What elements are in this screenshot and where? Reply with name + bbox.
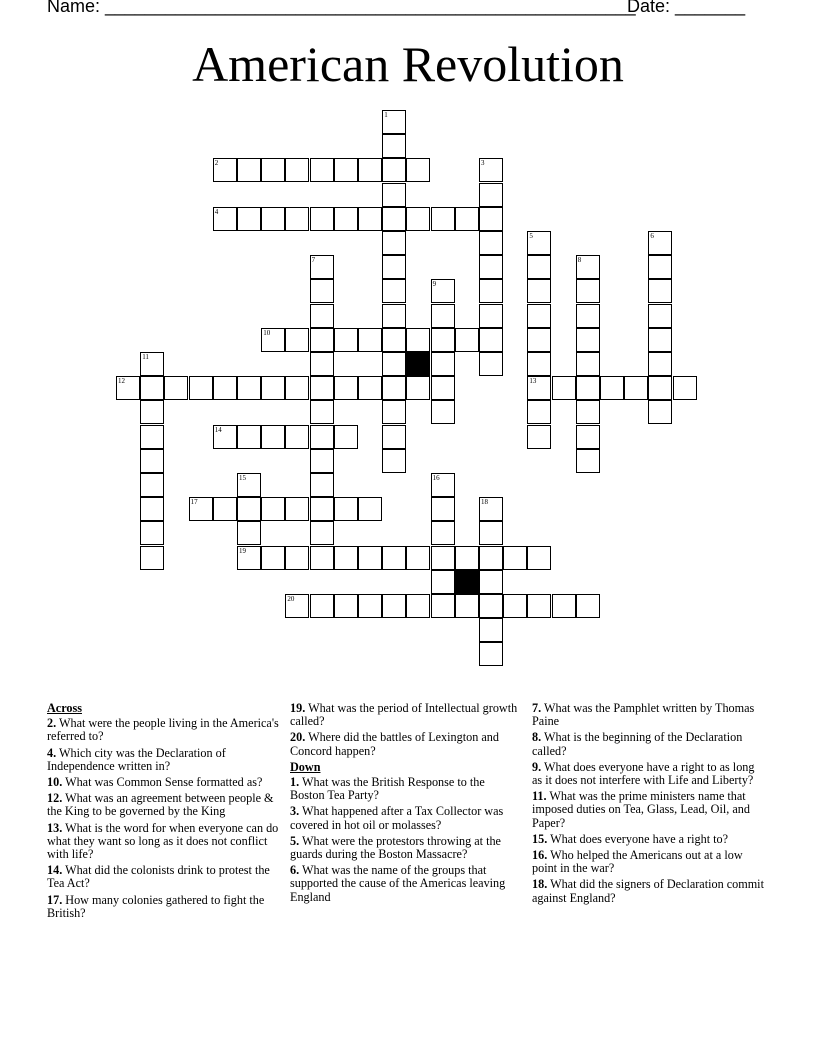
crossword-cell[interactable] [431, 352, 455, 376]
crossword-cell[interactable] [552, 594, 576, 618]
crossword-cell[interactable] [358, 497, 382, 521]
name-field[interactable]: Name: _____________________________________________________ [47, 0, 636, 16]
crossword-cell[interactable] [479, 207, 503, 231]
crossword-cell[interactable] [261, 546, 285, 570]
crossword-cell[interactable] [406, 546, 430, 570]
clue-down-18: 18. What did the signers of Declaration commit against England? [532, 877, 764, 905]
crossword-cell[interactable] [285, 594, 309, 618]
crossword-cell[interactable] [527, 425, 551, 449]
crossword-cell[interactable] [624, 376, 648, 400]
crossword-cell[interactable] [285, 376, 309, 400]
crossword-cell[interactable] [576, 279, 600, 303]
clue-across-2: 2. What were the people living in the America's referred to? [47, 716, 279, 744]
crossword-cell[interactable] [334, 594, 358, 618]
crossword-cell[interactable] [600, 376, 624, 400]
crossword-cell[interactable] [406, 207, 430, 231]
crossword-cell[interactable] [285, 158, 309, 182]
crossword-cell[interactable] [455, 546, 479, 570]
crossword-cell[interactable] [479, 183, 503, 207]
crossword-cell[interactable] [431, 304, 455, 328]
crossword-cell[interactable] [140, 473, 164, 497]
crossword-cell[interactable] [431, 279, 455, 303]
crossword-cell[interactable] [479, 328, 503, 352]
crossword-cell[interactable] [310, 425, 334, 449]
crossword-cell[interactable] [479, 570, 503, 594]
crossword-cell[interactable] [479, 279, 503, 303]
crossword-cell[interactable] [455, 594, 479, 618]
clue-number: 9 [432, 280, 437, 289]
crossword-cell[interactable] [479, 304, 503, 328]
crossword-cell[interactable] [382, 352, 406, 376]
crossword-cell[interactable] [140, 400, 164, 424]
clue-down-7: 7. What was the Pamphlet written by Thomas Paine [532, 701, 755, 729]
clue-number: 12 [118, 377, 125, 386]
crossword-cell[interactable] [310, 207, 334, 231]
crossword-cell[interactable] [431, 473, 455, 497]
crossword-cell[interactable] [576, 304, 600, 328]
crossword-cell[interactable] [285, 425, 309, 449]
crossword-cell[interactable] [648, 255, 672, 279]
crossword-cell[interactable] [237, 207, 261, 231]
crossword-cell[interactable] [648, 328, 672, 352]
clues-column-3 [532, 702, 764, 908]
crossword-cell[interactable] [576, 594, 600, 618]
clue-number: 18 [481, 498, 488, 507]
crossword-cell[interactable] [503, 546, 527, 570]
crossword-cell[interactable] [455, 207, 479, 231]
crossword-cell[interactable] [237, 473, 261, 497]
crossword-cell[interactable] [310, 449, 334, 473]
clue-number: 8 [577, 256, 582, 265]
crossword-cell[interactable] [479, 618, 503, 642]
crossword-cell[interactable] [237, 158, 261, 182]
crossword-cell[interactable] [358, 207, 382, 231]
crossword-cell[interactable] [479, 255, 503, 279]
crossword-cell[interactable] [527, 231, 551, 255]
clue-number: 15 [239, 474, 246, 482]
crossword-cell[interactable] [358, 594, 382, 618]
clue-down-5: 5. What were the protestors throwing at the guards during the Boston Massacre? [290, 833, 501, 862]
clue-across-19: 19. What was the period of Intellectual growth called? [290, 701, 518, 729]
crossword-cell[interactable] [479, 231, 503, 255]
crossword-cell[interactable] [576, 425, 600, 449]
header [47, 0, 747, 17]
crossword-cell[interactable] [358, 546, 382, 570]
crossword-cell[interactable] [552, 376, 576, 400]
clue-number: 6 [650, 232, 654, 240]
crossword-cell[interactable] [576, 255, 600, 279]
crossword-cell[interactable] [261, 497, 285, 521]
date-field[interactable]: Date: _______ [627, 0, 746, 16]
crossword-cell[interactable] [382, 231, 406, 255]
clue-number: 5 [529, 232, 533, 240]
crossword-cell[interactable] [116, 376, 140, 400]
crossword-cell[interactable] [213, 207, 237, 231]
crossword-cell[interactable] [648, 231, 672, 255]
crossword-cell[interactable] [527, 328, 551, 352]
crossword-cell[interactable] [358, 376, 382, 400]
crossword-cell[interactable] [382, 546, 406, 570]
clue-across-10: 10. What was Common Sense formatted as? [47, 775, 263, 790]
crossword-cell[interactable] [285, 497, 309, 521]
crossword-cell[interactable] [382, 255, 406, 279]
crossword-cell[interactable] [431, 521, 455, 545]
crossword-cell[interactable] [576, 352, 600, 376]
clue-number: 4 [214, 207, 219, 216]
clue-down-9: 9. What does everyone have a right to as long as it does not interfere with Life and Liberty? [532, 759, 755, 788]
crossword-cell[interactable] [261, 158, 285, 182]
crossword-cell[interactable] [237, 546, 261, 570]
clue-across-17: 17. How many colonies gathered to fight the British? [47, 892, 265, 920]
clue-down-6: 6. What was the name of the groups that supported the cause of the Americas leaving England [290, 863, 506, 904]
clue-number: 3 [481, 159, 485, 168]
clue-number: 11 [142, 353, 149, 361]
crossword-cell[interactable] [431, 376, 455, 400]
crossword-cell[interactable] [576, 449, 600, 473]
clue-down-1: 1. What was the British Response to the Boston Tea Party? [290, 775, 485, 803]
crossword-cell[interactable] [140, 521, 164, 545]
crossword-cell[interactable] [527, 400, 551, 424]
crossword-cell[interactable] [382, 594, 406, 618]
crossword-cell[interactable] [237, 521, 261, 545]
clue-number: 17 [190, 498, 198, 507]
clue-across-20: 20. Where did the battles of Lexington and Concord happen? [290, 730, 499, 758]
crossword-cell[interactable] [406, 158, 430, 182]
crossword-cell[interactable] [382, 376, 406, 400]
crossword-cell[interactable] [527, 594, 551, 618]
crossword-cell[interactable] [431, 207, 455, 231]
crossword-cell[interactable] [431, 497, 455, 521]
clue-number: 14 [214, 425, 222, 434]
crossword-cell[interactable] [310, 546, 334, 570]
crossword-cell[interactable] [189, 497, 213, 521]
clue-down-3: 3. What happened after a Tax Collector was covered in hot oil or molasses? [290, 804, 504, 832]
crossword-cell[interactable] [382, 400, 406, 424]
clue-across-13: 13. What is the word for when everyone can do what they want so long as it does not conflict with life? [47, 820, 279, 862]
clue-down-15: 15. What does everyone have a right to? [532, 831, 729, 846]
crossword-cell[interactable] [310, 328, 334, 352]
crossword-cell[interactable] [503, 594, 527, 618]
clue-across-12: 12. What was an agreement between people & the King to be governed by the King [47, 791, 274, 819]
clue-number: 2 [214, 159, 219, 168]
crossword-cell[interactable] [334, 328, 358, 352]
crossword-cell[interactable] [213, 497, 237, 521]
crossword-cell[interactable] [237, 376, 261, 400]
clue-down-16: 16. Who helped the Americans out at a low point in the war? [532, 848, 743, 876]
crossword-cell[interactable] [527, 279, 551, 303]
crossword-cell[interactable] [527, 304, 551, 328]
crossword-cell[interactable] [358, 328, 382, 352]
across-heading: Across [47, 701, 82, 715]
crossword-cell[interactable] [382, 207, 406, 231]
crossword-cell[interactable] [310, 352, 334, 376]
clue-number: 1 [384, 111, 388, 119]
crossword-cell[interactable] [140, 352, 164, 376]
crossword-cell[interactable] [334, 425, 358, 449]
crossword-cell[interactable] [576, 328, 600, 352]
crossword-cell[interactable] [576, 376, 600, 400]
crossword-cell[interactable] [140, 546, 164, 570]
crossword-cell[interactable] [261, 328, 285, 352]
crossword-cell[interactable] [406, 594, 430, 618]
clue-number: 20 [287, 595, 295, 603]
crossword-cell[interactable] [140, 376, 164, 400]
crossword-cell[interactable] [431, 546, 455, 570]
crossword-cell[interactable] [261, 425, 285, 449]
crossword-cell[interactable] [431, 594, 455, 618]
crossword-cell[interactable] [310, 521, 334, 545]
crossword-cell[interactable] [648, 279, 672, 303]
crossword-cell[interactable] [455, 328, 479, 352]
clues-column-1 [47, 702, 279, 923]
crossword-cell[interactable] [310, 400, 334, 424]
crossword-cell[interactable] [382, 279, 406, 303]
crossword-cell[interactable] [140, 425, 164, 449]
crossword-cell[interactable] [527, 376, 551, 400]
crossword-cell[interactable] [358, 158, 382, 182]
crossword-cell[interactable] [673, 376, 697, 400]
clue-down-8: 8. What is the beginning of the Declaration called? [532, 730, 743, 758]
crossword-cell[interactable] [648, 400, 672, 424]
crossword-cell[interactable] [382, 328, 406, 352]
crossword-cell[interactable] [334, 207, 358, 231]
crossword-cell[interactable] [382, 425, 406, 449]
crossword-cell[interactable] [431, 328, 455, 352]
crossword-cell[interactable] [479, 642, 503, 666]
crossword-cell[interactable] [334, 546, 358, 570]
clue-number: 7 [311, 256, 316, 265]
crossword-cell[interactable] [576, 400, 600, 424]
crossword-cell[interactable] [285, 546, 309, 570]
crossword-cell[interactable] [406, 328, 430, 352]
crossword-cell[interactable] [261, 207, 285, 231]
clue-across-4: 4. Which city was the Declaration of Independence written in? [47, 745, 226, 773]
crossword-cell[interactable] [237, 497, 261, 521]
crossword-cell[interactable] [334, 158, 358, 182]
crossword-cell[interactable] [382, 134, 406, 158]
clue-number: 16 [432, 474, 440, 482]
page-title: American Revolution [192, 36, 624, 92]
crossword-cell[interactable] [310, 497, 334, 521]
crossword-cell[interactable] [479, 521, 503, 545]
crossword-cell[interactable] [334, 497, 358, 521]
clue-across-14: 14. What did the colonists drink to protest the Tea Act? [47, 863, 270, 891]
crossword-cell[interactable] [213, 158, 237, 182]
crossword-cell[interactable] [382, 158, 406, 182]
crossword-cell[interactable] [431, 400, 455, 424]
crossword-cell[interactable] [479, 546, 503, 570]
clue-number: 13 [529, 377, 537, 386]
crossword-cell[interactable] [164, 376, 188, 400]
crossword-block [406, 352, 430, 376]
crossword-cell[interactable] [382, 449, 406, 473]
crossword-cell[interactable] [479, 594, 503, 618]
crossword-cell[interactable] [334, 376, 358, 400]
crossword-cell[interactable] [189, 376, 213, 400]
crossword-cell[interactable] [479, 497, 503, 521]
crossword-cell[interactable] [527, 255, 551, 279]
crossword-cell[interactable] [382, 304, 406, 328]
crossword-cell[interactable] [479, 352, 503, 376]
crossword-cell[interactable] [310, 255, 334, 279]
crossword-cell[interactable] [310, 158, 334, 182]
clue-number: 10 [263, 328, 271, 337]
crossword-cell[interactable] [310, 594, 334, 618]
crossword-cell[interactable] [310, 376, 334, 400]
crossword-cell[interactable] [648, 352, 672, 376]
crossword-cell[interactable] [479, 158, 503, 182]
crossword-cell[interactable] [310, 279, 334, 303]
crossword-cell[interactable] [648, 376, 672, 400]
clues-column-2 [290, 702, 522, 907]
crossword-cell[interactable] [140, 497, 164, 521]
crossword-cell[interactable] [406, 376, 430, 400]
crossword-cell[interactable] [237, 425, 261, 449]
down-heading: Down [290, 759, 321, 774]
crossword-cell[interactable] [261, 376, 285, 400]
crossword-cell[interactable] [213, 376, 237, 400]
crossword-cell[interactable] [285, 328, 309, 352]
crossword-cell[interactable] [527, 546, 551, 570]
clue-down-11: 11. What was the prime ministers name that imposed duties on Tea, Glass, Lead, Oil, and Paper? [532, 789, 750, 830]
crossword-cell[interactable] [310, 473, 334, 497]
crossword-cell[interactable] [140, 449, 164, 473]
crossword-cell[interactable] [382, 110, 406, 134]
crossword-cell[interactable] [285, 207, 309, 231]
crossword-cell[interactable] [382, 183, 406, 207]
crossword-block [455, 570, 479, 594]
crossword-cell[interactable] [527, 352, 551, 376]
crossword-cell[interactable] [310, 304, 334, 328]
clue-number: 19 [239, 546, 246, 555]
crossword-cell[interactable] [648, 304, 672, 328]
crossword-cell[interactable] [213, 425, 237, 449]
crossword-cell[interactable] [431, 570, 455, 594]
